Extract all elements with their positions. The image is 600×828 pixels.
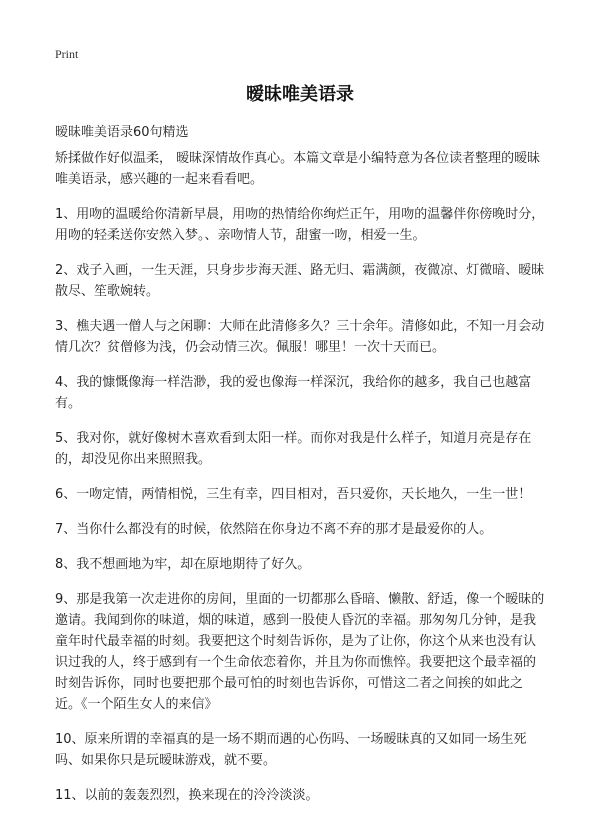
quote-paragraph: 5、我对你，就好像树木喜欢看到太阳一样。而你对我是什么样子，知道月亮是存在的，却没见你出来照照我。: [55, 431, 532, 467]
quote-paragraph: 8、我不想画地为牢，却在原地期待了好久。: [55, 557, 311, 572]
article-body: [55, 148, 545, 820]
page-title: 暧昧唯美语录: [246, 84, 354, 105]
quote-paragraph: 1、用吻的温暖给你清新早晨，用吻的热情给你绚烂正午，用吻的温馨伴你傍晚时分，用吻的轻柔送你安然入梦。、亲吻情人节，甜蜜一吻，相爱一生。: [55, 207, 545, 243]
quote-paragraph: 11、以前的轰轰烈烈，换来现在的泠泠淡淡。: [55, 788, 319, 803]
quote-paragraph: 10、原来所谓的幸福真的是一场不期而遇的心伤吗、一场暧昧真的又如同一场生死吗、如果你只是玩暧昧游戏，就不要。: [55, 732, 527, 768]
article-subtitle: 暧昧唯美语录60句精选: [55, 125, 189, 140]
quote-paragraph: 3、樵夫遇一僧人与之闲聊：大师在此清修多久？三十余年。清修如此，不知一月会动情几次？贫僧修为浅，仍会动情三次。佩服！哪里！一次十天而已。: [55, 319, 545, 355]
quote-paragraph: 6、一吻定情，两情相悦，三生有幸，四目相对，吾只爱你，天长地久，一生一世！: [55, 487, 532, 502]
quote-paragraph: 7、当你什么都没有的时候，依然陪在你身边不离不弃的那才是最爱你的人。: [55, 522, 493, 537]
quote-paragraph: 9、那是我第一次走进你的房间，里面的一切都那么昏暗、懒散、舒适，像一个暧昧的邀请。我闻到你的味道，烟的味道，感到一股使人昏沉的幸福。那匆匆几分钟，是我童年时代最幸福的时刻。我要把这个时刻告诉你，是为了让你，你这个从来也没有认识过我的人，终于感到有一个生命依恋着你，并且为你而憔悴。我要把这个最幸福的时刻告诉你，同时也要把那个最可怕的时刻也告诉你，可惜这二者之间挨的如此之近。《一个陌生女人的来信》: [55, 592, 545, 712]
quote-paragraph: 4、我的慷慨像海一样浩渺，我的爱也像海一样深沉，我给你的越多，我自己也越富有。: [55, 375, 532, 411]
intro-paragraph: 矫揉做作好似温柔， 暧昧深情故作真心。本篇文章是小编特意为各位读者整理的暧昧唯美语录，感兴趣的一起来看看吧。: [55, 151, 541, 187]
quote-paragraph: 2、戏子入画，一生天涯，只身步步海天涯、路无归、霜满颜，夜微凉、灯微暗、暧昧散尽、笙歌婉转。: [55, 263, 545, 299]
print-link[interactable]: Print: [55, 47, 79, 61]
